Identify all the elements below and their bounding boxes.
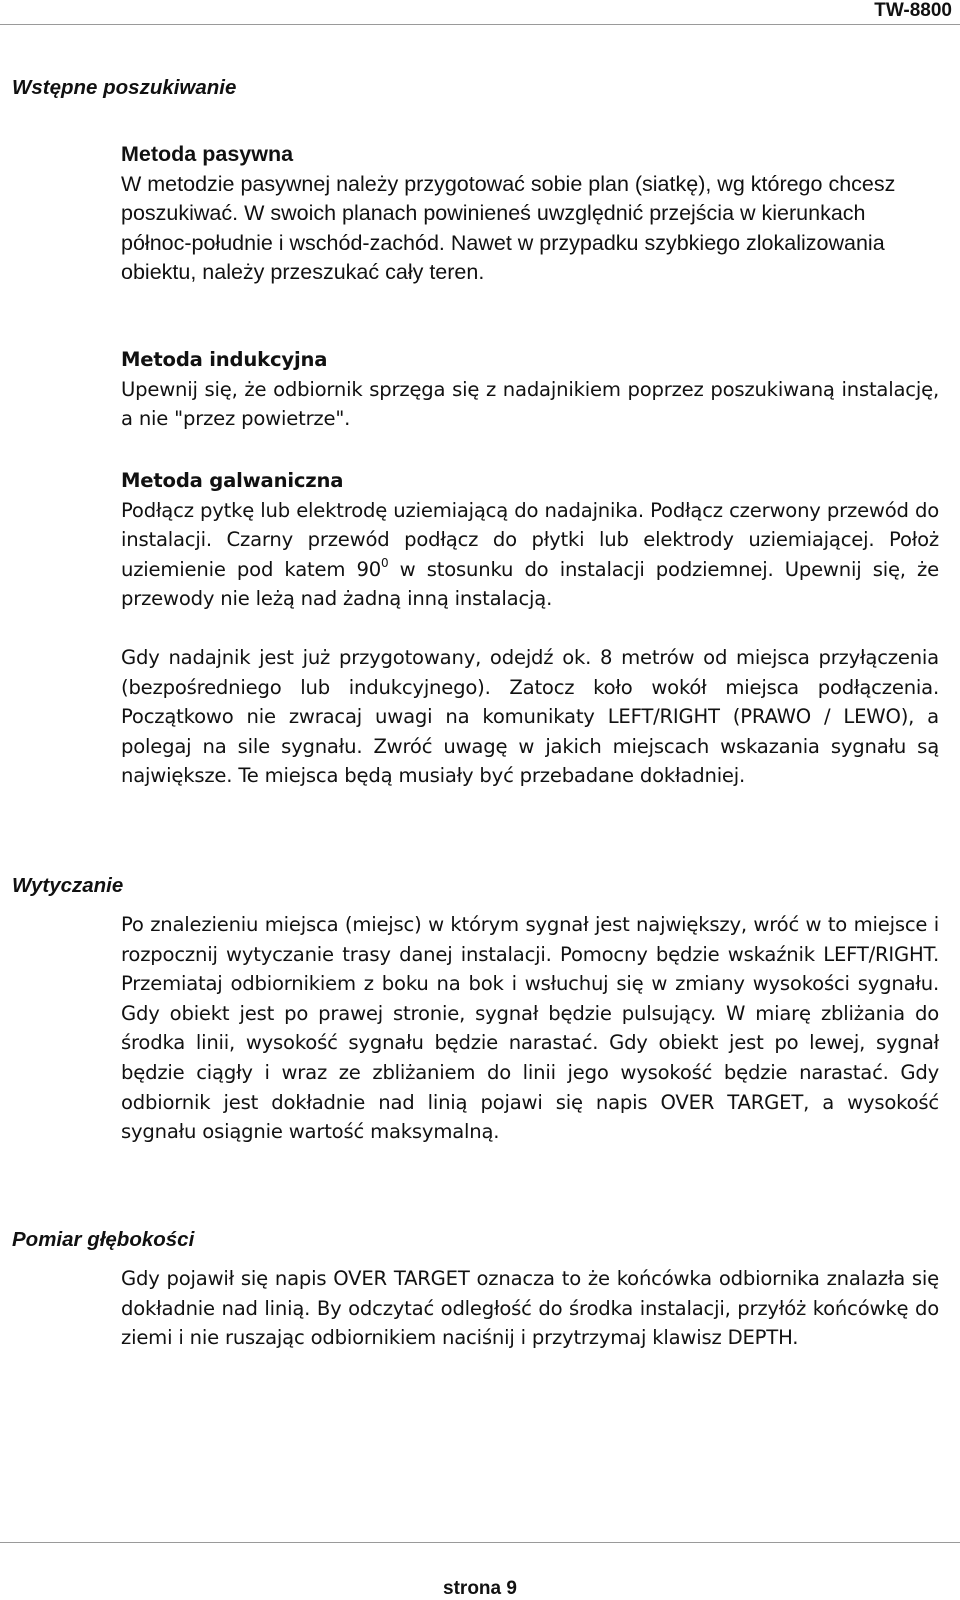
inductive-method-heading: Metoda indukcyjna	[121, 348, 328, 371]
degree-superscript: 0	[381, 555, 389, 570]
galvanic-method-text-part1: Podłącz pytkę lub elektrodę uziemiającą do nadajnika. Podłącz czerwony przewód do instalacji. Czarny przewód podłącz do płytki lub elektrody uziemiającej. Położ uziemienie pod katem 90	[121, 498, 939, 581]
section-title-tracing: Wytyczanie	[12, 874, 124, 897]
tracing-paragraph	[121, 910, 939, 1147]
passive-method-text: W metodzie pasywnej należy przygotować sobie plan (siatkę), wg którego chcesz poszukiwać. W swoich planach powinieneś uwzględnić przejścia w kierunkach północ-południe i wschód-zachód. Nawet w przypadku szybkiego zlokalizowania obiektu, należy przeszukać cały teren.	[121, 171, 896, 285]
footer-divider	[0, 1542, 960, 1543]
inductive-method-block	[121, 345, 939, 434]
transmitter-ready-paragraph	[121, 643, 939, 791]
depth-text: Gdy pojawił się napis OVER TARGET oznacza to że końcówka odbiornika znalazła się dokładnie nad linią. By odczytać odległość do środka instalacji, przyłóż końcówkę do ziemi i nie ruszając odbiornikiem naciśnij i przytrzymaj klawisz DEPTH.	[121, 1267, 939, 1350]
page-number: strona 9	[443, 1578, 517, 1599]
model-number: TW-8800	[874, 0, 952, 21]
passive-method-heading: Metoda pasywna	[121, 142, 294, 166]
depth-paragraph	[121, 1264, 939, 1353]
galvanic-method-block	[121, 466, 939, 614]
section-title-depth-measurement: Pomiar głębokości	[12, 1228, 195, 1251]
galvanic-method-text-part2: w stosunku do instalacji podziemnej. Upewnij się, że przewody nie leżą nad żadną inną instalacją.	[121, 557, 939, 611]
inductive-method-text: Upewnij się, że odbiornik sprzęga się z nadajnikiem poprzez poszukiwaną instalację, a nie "przez powietrze".	[121, 377, 939, 431]
transmitter-ready-text: Gdy nadajnik jest już przygotowany, odejdź ok. 8 metrów od miejsca przyłączenia (bezpośredniego lub indukcyjnego). Zatocz koło wokół miejsca podłączenia. Początkowo nie zwracaj uwagi na komunikaty LEFT/RIGHT (PRAWO / LEWO), a polegaj na sile sygnału. Zwróć uwagę w jakich miejscach wskazania sygnału są największe. Te miejsca będą musiały być przebadane dokładniej.	[121, 646, 939, 788]
section-title-initial-search: Wstępne poszukiwanie	[12, 76, 237, 99]
passive-method-block	[121, 140, 939, 288]
header-divider	[0, 24, 960, 25]
tracing-text: Po znalezieniu miejsca (miejsc) w którym sygnał jest największy, wróć w to miejsce i rozpocznij wytyczanie trasy danej instalacji. Pomocny będzie wskaźnik LEFT/RIGHT. Przemiataj odbiornikiem z boku na bok i wsłuchuj się w zmiany wysokości sygnału. Gdy obiekt jest po prawej stronie, sygnał będzie pulsujący. W miarę zbliżania do środka linii, wysokość sygnału będzie narastać. Gdy obiekt jest po lewej, sygnał będzie ciągły i wraz ze zbliżaniem do linii jego wysokość będzie narastać. Gdy odbiornik jest dokładnie nad linią pojawi się napis OVER TARGET, a wysokość sygnału osiągnie wartość maksymalną.	[121, 913, 939, 1144]
galvanic-method-heading: Metoda galwaniczna	[121, 469, 344, 492]
